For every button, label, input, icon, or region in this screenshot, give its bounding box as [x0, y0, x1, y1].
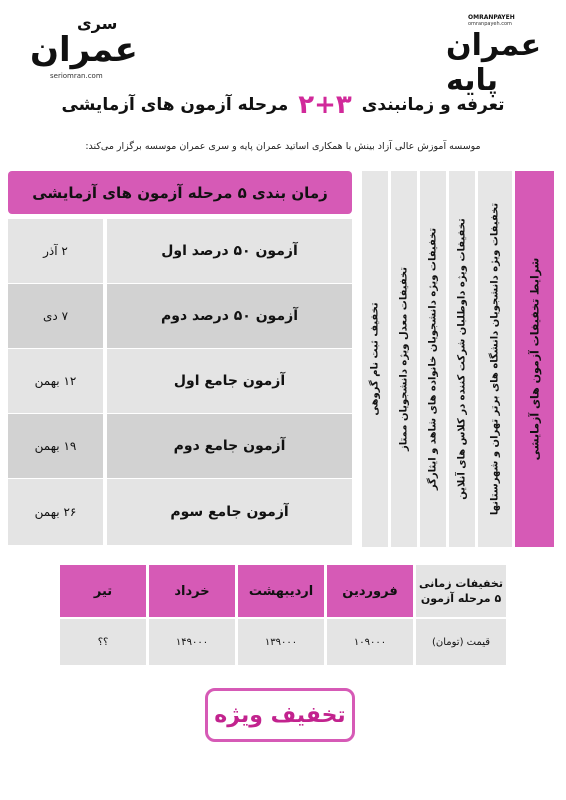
schedule-exam-name: آزمون ۵۰ درصد دوم — [103, 284, 352, 348]
price-value: ۱۳۹۰۰۰ — [238, 619, 324, 665]
schedule-row — [8, 414, 352, 478]
logo-en-url: omranpayeh.com — [468, 21, 512, 27]
schedule-row — [8, 349, 352, 413]
conditions-title: شرایط تخفیفات آزمون های آزمایشی — [528, 257, 541, 461]
condition-column — [362, 171, 388, 547]
subtitle: موسسه آموزش عالی آزاد بینش با همکاری اساتید عمران پایه و سری عمران موسسه برگزار می‌کند: — [85, 141, 481, 152]
price-row-label: قیمت (تومان) — [416, 619, 506, 665]
price-table — [60, 565, 506, 665]
price-value: ؟؟ — [60, 619, 146, 665]
condition-text: تخفیفات ویژه دانشجویان خانواده های شاهد و ایثارگر — [427, 227, 439, 491]
conditions-title-column — [515, 171, 554, 547]
condition-column — [420, 171, 446, 547]
page-title — [60, 86, 506, 124]
condition-column — [391, 171, 417, 547]
price-value: ۱۴۹۰۰۰ — [149, 619, 235, 665]
condition-column — [478, 171, 512, 547]
logo-small-text: سری — [77, 14, 118, 33]
logo-seri-omran — [22, 12, 142, 82]
schedule-row — [8, 479, 352, 545]
title-before: تعرفه و زمانبندی — [361, 95, 505, 115]
logo-omran-payeh — [446, 14, 552, 98]
discount-conditions — [362, 171, 554, 547]
schedule-date: ۲ آذر — [8, 219, 103, 283]
schedule-exam-name: آزمون ۵۰ درصد اول — [103, 219, 352, 283]
price-header-month: اردیبهشت — [238, 565, 324, 617]
schedule-exam-name: آزمون جامع سوم — [103, 479, 352, 545]
condition-text: تخفیفات ویژه داوطلبان شرکت کننده در کلاس های آنلاین — [456, 218, 468, 500]
price-header-month: تیر — [60, 565, 146, 617]
logo-url: seriomran.com — [50, 72, 103, 80]
price-value: ۱۰۹۰۰۰ — [327, 619, 413, 665]
schedule-date: ۷ دی — [8, 284, 103, 348]
schedule-date: ۱۹ بهمن — [8, 414, 103, 478]
schedule-row — [8, 284, 352, 348]
schedule-exam-name: آزمون جامع دوم — [103, 414, 352, 478]
title-number: ۲+۳ — [298, 90, 352, 120]
condition-text: تخفیف ثبت نام گروهی — [369, 302, 381, 416]
special-discount-badge: تخفیف ویژه — [205, 688, 355, 742]
title-after: مرحله آزمون های آزمایشی — [61, 95, 289, 115]
logo-en-text: OMRANPAYEH — [468, 14, 515, 21]
price-header-month: خرداد — [149, 565, 235, 617]
condition-text: تخفیفات ویژه دانشجویان دانشگاه های برتر تهران و شهرستانها — [489, 202, 501, 516]
logo-fa-text: عمران پایه — [446, 28, 542, 98]
schedule-header: زمان بندی ۵ مرحله آزمون های آزمایشی — [8, 171, 352, 214]
schedule-date: ۱۲ بهمن — [8, 349, 103, 413]
schedule-row — [8, 219, 352, 283]
schedule-date: ۲۶ بهمن — [8, 479, 103, 545]
price-header-month: فروردین — [327, 565, 413, 617]
logo-big-text: عمران — [30, 30, 138, 70]
price-header-label: تخفیفات زمانی ۵ مرحله آزمون — [416, 565, 506, 617]
condition-text: تخفیفات معدل ویژه دانشجویان ممتاز — [398, 266, 410, 452]
condition-column — [449, 171, 475, 547]
schedule-exam-name: آزمون جامع اول — [103, 349, 352, 413]
